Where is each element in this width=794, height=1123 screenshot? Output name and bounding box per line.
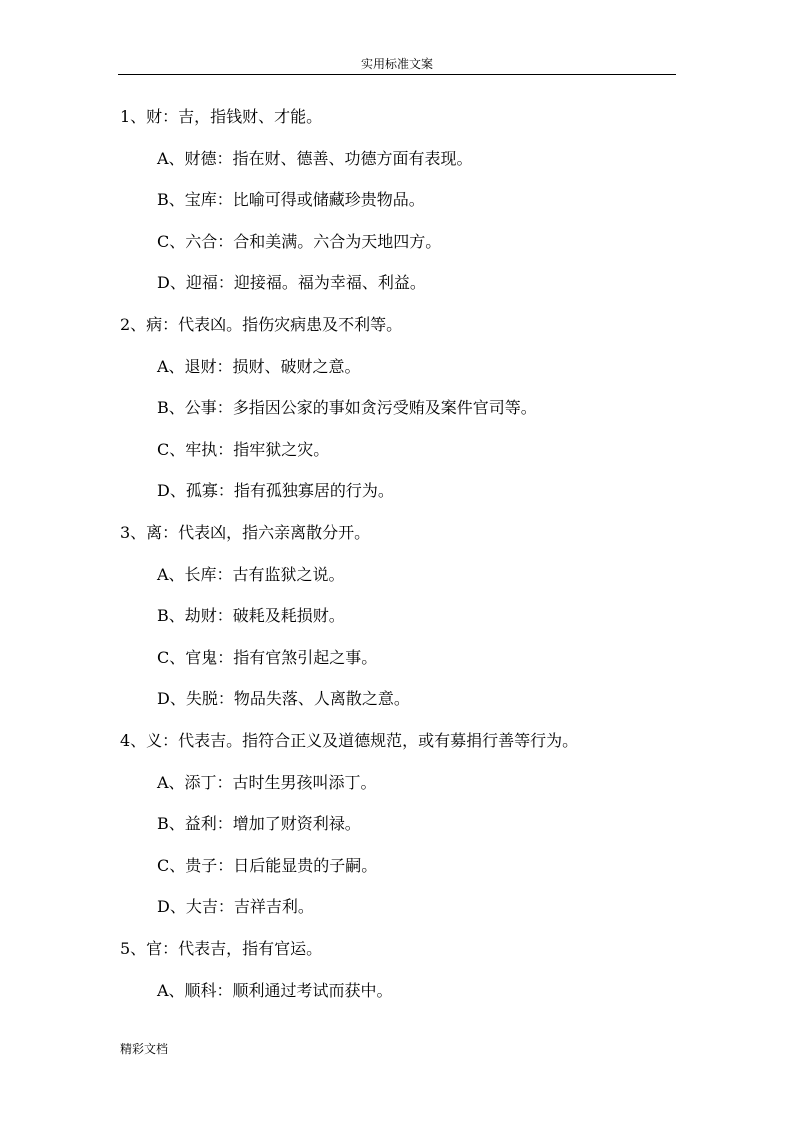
section-4-item-b: B、益利：增加了财资利禄。	[157, 814, 361, 833]
section-1-item-a: A、财德：指在财、德善、功德方面有表现。	[157, 149, 473, 168]
section-2-item-a: A、退财：损财、破财之意。	[157, 357, 361, 376]
section-4-item-c: C、贵子：日后能显贵的子嗣。	[157, 856, 378, 875]
section-1-item-c: C、六合：合和美满。六合为天地四方。	[157, 232, 442, 251]
page-footer: 精彩文档	[120, 1042, 169, 1056]
section-2-item-b: B、公事：多指因公家的事如贪污受贿及案件官司等。	[157, 398, 537, 417]
section-4-item-d: D、大吉：吉祥吉利。	[157, 897, 314, 916]
section-1-title: 1、财：吉，指钱财、才能。	[120, 107, 323, 126]
section-4-title: 4、义：代表吉。指符合正义及道德规范，或有募捐行善等行为。	[120, 731, 579, 750]
section-3-item-a: A、长库：古有监狱之说。	[157, 565, 345, 584]
section-3-item-b: B、劫财：破耗及耗损财。	[157, 606, 345, 625]
section-1-item-d: D、迎福：迎接福。福为幸福、利益。	[157, 273, 426, 292]
section-3-item-c: C、官鬼：指有官煞引起之事。	[157, 648, 378, 667]
section-1-item-b: B、宝库：比喻可得或储藏珍贵物品。	[157, 190, 425, 209]
section-5-item-a: A、顺科：顺利通过考试而获中。	[157, 981, 393, 1000]
section-2-item-c: C、牢执：指牢狱之灾。	[157, 440, 330, 459]
section-2-item-d: D、孤寡：指有孤独寡居的行为。	[157, 481, 394, 500]
section-3-item-d: D、失脱：物品失落、人离散之意。	[157, 689, 410, 708]
section-2-title: 2、病：代表凶。指伤灾病患及不利等。	[120, 315, 403, 334]
page-header: 实用标准文案	[118, 58, 676, 75]
section-4-item-a: A、添丁：古时生男孩叫添丁。	[157, 773, 377, 792]
section-3-title: 3、离：代表凶，指六亲离散分开。	[120, 523, 371, 542]
section-5-title: 5、官：代表吉，指有官运。	[120, 939, 323, 958]
